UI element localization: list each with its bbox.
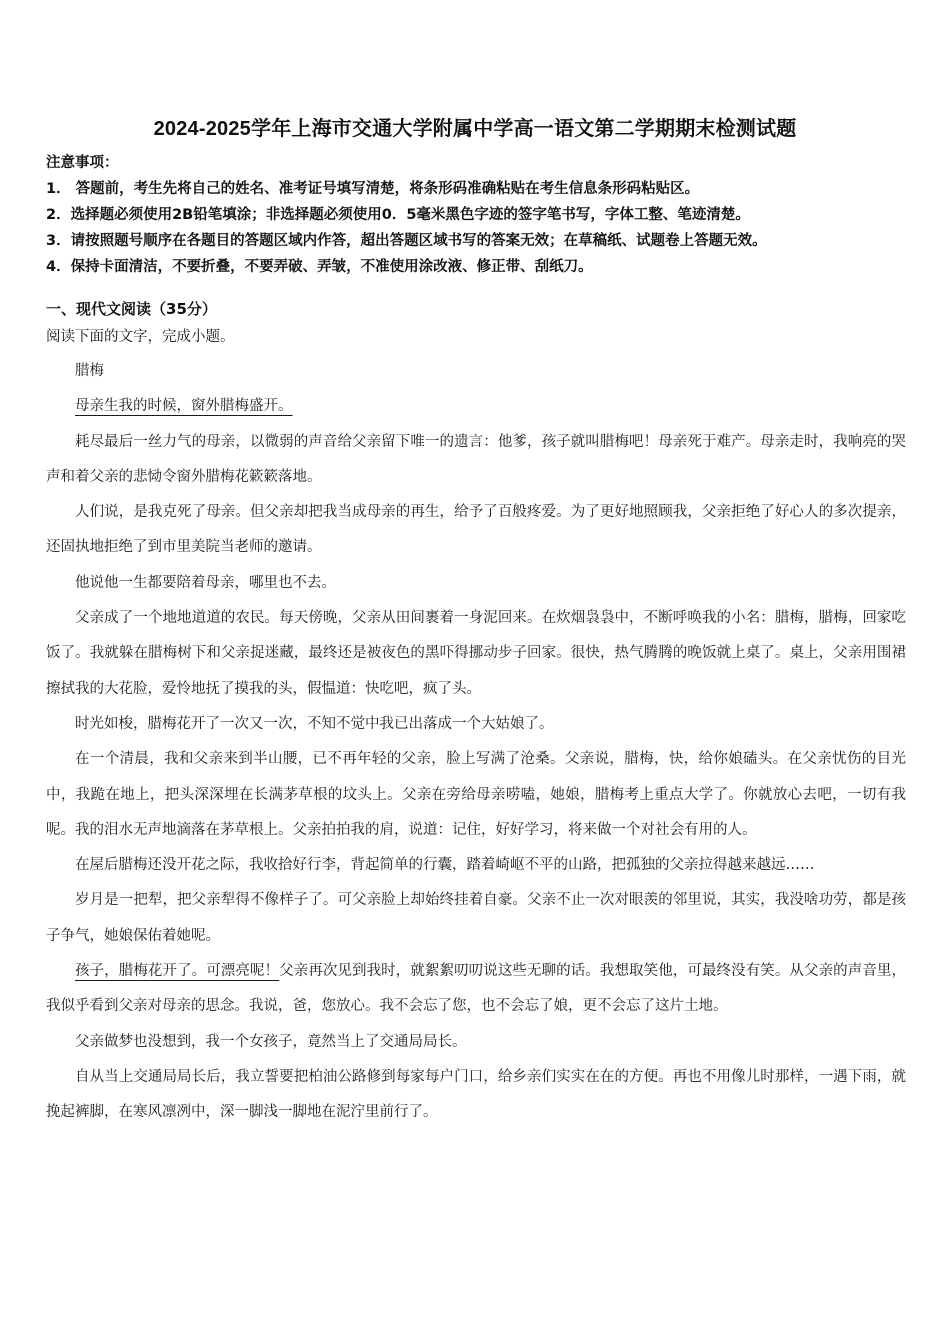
underlined-sentence: 孩子，腊梅花开了。可漂亮呢！	[75, 963, 280, 980]
article-paragraph: 父亲成了一个地地道道的农民。每天傍晚，父亲从田间裹着一身泥回来。在炊烟袅袅中，不断呼唤我的小名：腊梅，腊梅，回家吃饭了。我就躲在腊梅树下和父亲捉迷藏，最终还是被夜色的黑吓得挪动步子回家。很快，热气腾腾的晚饭就上桌了。桌上，父亲用围裙擦拭我的大花脸，爱怜地抚了摸我的头，假愠道：快吃吧，疯了头。	[46, 610, 906, 697]
article-paragraph: 耗尽最后一丝力气的母亲，以微弱的声音给父亲留下唯一的遗言：他爹，孩子就叫腊梅吧！母亲死于难产。母亲走时，我响亮的哭声和着父亲的悲恸令窗外腊梅花簌簌落地。	[46, 433, 906, 485]
article-paragraph	[46, 954, 906, 1025]
exam-title: 2024-2025学年上海市交通大学附属中学高一语文第二学期期末检测试题	[153, 118, 797, 140]
article-title: 腊梅	[75, 363, 104, 379]
article-paragraph	[46, 389, 906, 424]
article-paragraph: 时光如梭，腊梅花开了一次又一次，不知不觉中我已出落成一个大姑娘了。	[75, 715, 554, 732]
article-paragraph: 他说他一生都要陪着母亲，哪里也不去。	[75, 574, 336, 591]
article-paragraph: 岁月是一把犁，把父亲犁得不像样子了。可父亲脸上却始终挂着自豪。父亲不止一次对眼羡的邻里说，其实，我没啥功劳，都是孩子争气，她娘保佑着她呢。	[46, 892, 906, 944]
article-body	[46, 354, 906, 1131]
section-heading: 一、现代文阅读（35分）	[46, 300, 217, 318]
notice-heading: 注意事项：	[46, 155, 119, 171]
notice-block	[46, 150, 906, 280]
underlined-sentence: 母亲生我的时候，窗外腊梅盛开。	[75, 398, 293, 415]
article-paragraph: 人们说，是我克死了母亲。但父亲却把我当成母亲的再生，给予了百般疼爱。为了更好地照顾我，父亲拒绝了好心人的多次提亲，还固执地拒绝了到市里美院当老师的邀请。	[46, 504, 906, 556]
article-paragraph: 父亲做梦也没想到，我一个女孩子，竟然当上了交通局局长。	[75, 1033, 467, 1050]
notice-item-4: 4．保持卡面清洁，不要折叠，不要弄破、弄皱，不准使用涂改液、修正带、刮纸刀。	[46, 259, 593, 275]
article-paragraph: 在屋后腊梅还没开花之际，我收拾好行李，背起简单的行囊，踏着崎岖不平的山路，把孤独的父亲拉得越来越远……	[75, 857, 815, 874]
notice-item-3: 3．请按照题号顺序在各题目的答题区域内作答，超出答题区域书写的答案无效；在草稿纸、试题卷上答题无效。	[46, 233, 767, 249]
notice-item-2: 2．选择题必须使用2B铅笔填涂；非选择题必须使用0．5毫米黑色字迹的签字笔书写，字体工整、笔迹清楚。	[46, 207, 750, 223]
article-paragraph: 自从当上交通局局长后，我立誓要把柏油公路修到每家每户门口，给乡亲们实实在在的方便。再也不用像儿时那样，一遇下雨，就挽起裤脚，在寒风凛冽中，深一脚浅一脚地在泥泞里前行了。	[46, 1068, 906, 1121]
article-paragraph: 在一个清晨，我和父亲来到半山腰，已不再年轻的父亲，脸上写满了沧桑。父亲说，腊梅，快，给你娘磕头。在父亲忧伤的目光中，我跪在地上，把头深深埋在长满茅草根的坟头上。父亲在旁给母亲唠嗑，她娘，腊梅考上重点大学了。你就放心去吧，一切有我呢。我的泪水无声地滴落在茅草根上。父亲拍拍我的肩，说道：记住，好好学习，将来做一个对社会有用的人。	[46, 751, 906, 838]
paragraph-text: 父亲再次见到我时，就絮絮叨叨说这些无聊的话。我想取笑他，可最终没有笑。从父亲的声音里，我似乎看到父亲对母亲的思念。我说，爸，您放心。我不会忘了您，也不会忘了娘，更不会忘了这片土地。	[46, 963, 906, 1015]
reading-instruction: 阅读下面的文字，完成小题。	[46, 329, 235, 345]
notice-item-1: 1． 答题前，考生先将自己的姓名、准考证号填写清楚，将条形码准确粘贴在考生信息条形码粘贴区。	[46, 181, 700, 197]
